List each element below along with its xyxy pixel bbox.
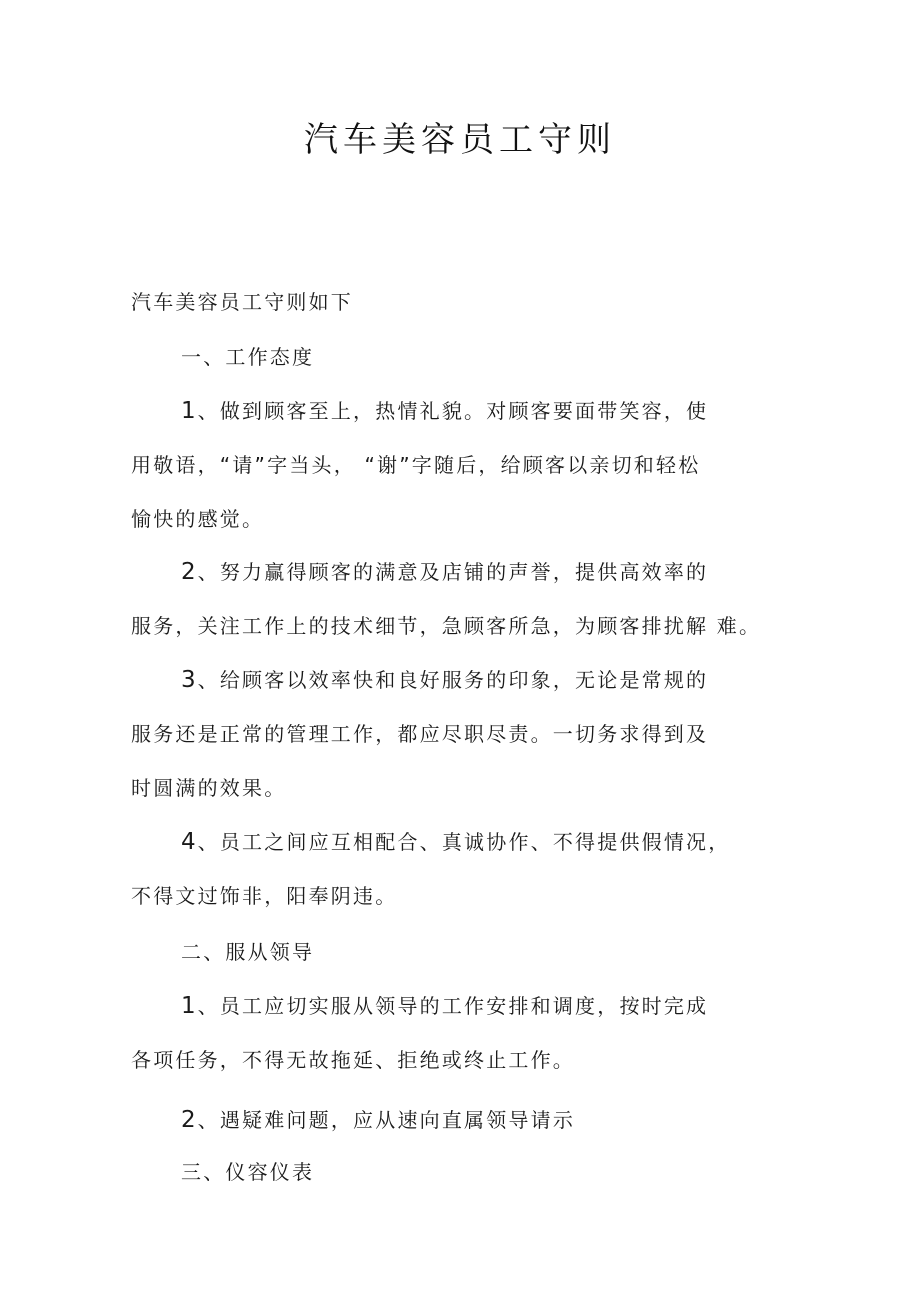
paragraph-text: 、给顾客以效率快和良好服务的印象，无论是常规的 <box>197 668 709 692</box>
paragraph-line <box>181 828 730 856</box>
paragraph-line <box>181 666 708 694</box>
paragraph-line: 服务还是正常的管理工作，都应尽职尽责。一切务求得到及 <box>131 722 709 746</box>
section-heading-work-attitude: 一、工作态度 <box>181 345 315 369</box>
paragraph-text: 、员工应切实服从领导的工作安排和调度，按时完成 <box>197 994 709 1018</box>
item-number: 1 <box>181 993 196 1019</box>
paragraph-line: 用敬语，“请”字当头， “谢”字随后，给顾客以亲切和轻松 <box>131 453 701 477</box>
paragraph-text: 、做到顾客至上，热情礼貌。对顾客要面带笑容，使 <box>197 399 709 423</box>
item-number: 2 <box>181 559 196 585</box>
paragraph-line: 服务，关注工作上的技术细节，急顾客所急，为顾客排扰解 难。 <box>131 614 762 638</box>
item-number: 4 <box>181 829 196 855</box>
paragraph-line: 不得文过饰非，阳奉阴违。 <box>131 884 398 908</box>
paragraph-line <box>181 1106 575 1134</box>
paragraph-line <box>181 992 708 1020</box>
paragraph-line <box>181 397 708 425</box>
item-number: 1 <box>181 398 196 424</box>
item-number: 3 <box>181 667 196 693</box>
item-number: 2 <box>181 1107 196 1133</box>
paragraph-text: 、遇疑难问题，应从速向直属领导请示 <box>197 1108 576 1132</box>
paragraph-line: 各项任务，不得无故拖延、拒绝或终止工作。 <box>131 1048 575 1072</box>
document-title: 汽车美容员工守则 <box>304 120 616 160</box>
section-heading-obey-leadership: 二、服从领导 <box>181 940 315 964</box>
paragraph-line <box>181 558 708 586</box>
intro-text: 汽车美容员工守则如下 <box>131 290 353 314</box>
section-heading-appearance: 三、仪容仪表 <box>181 1160 315 1184</box>
paragraph-line: 时圆满的效果。 <box>131 776 287 800</box>
paragraph-text: 、努力赢得顾客的满意及店铺的声誉，提供高效率的 <box>197 560 709 584</box>
paragraph-line: 愉快的感觉。 <box>131 507 265 531</box>
paragraph-text: 、员工之间应互相配合、真诚协作、不得提供假情况， <box>197 830 731 854</box>
